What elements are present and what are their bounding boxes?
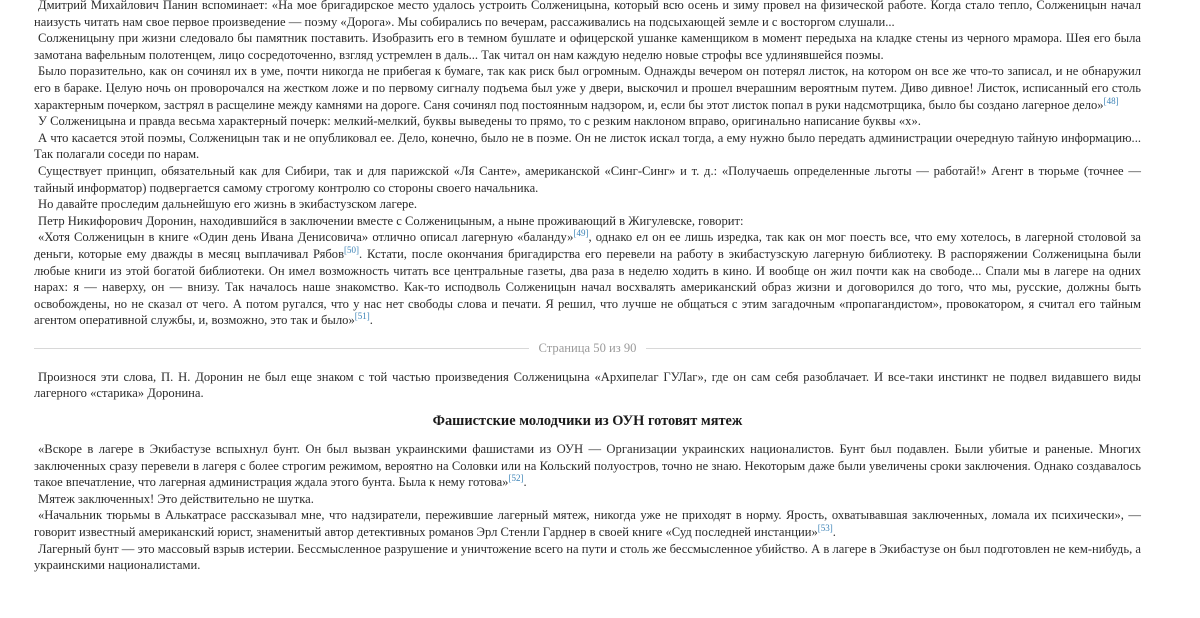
paragraph-text: Мятеж заключенных! Это действительно не шутка.: [38, 491, 314, 506]
paragraph-handwriting: [34, 113, 1141, 130]
quote-text: , однако ел он ее лишь изредка, так как он мог поесть все, что ему хотелось, в лагерной столовой за деньги, которые ему дважды в месяц выплачивал Рябов: [34, 230, 1141, 261]
quote-text: «Хотя Солженицын в книге «Один день Ивана Денисовича» отлично описал лагерную «баланду»: [38, 230, 574, 245]
paragraph-text: А что касается этой поэмы, Солженицын так и не опубликовал ее. Дело, конечно, было не в поэме. Он не листок искал тогда, а ему нужно было передать администрации очередную тайную информацию... Так полагали соседи по нарам.: [34, 130, 1141, 162]
footnote-link-53[interactable]: [53]: [817, 522, 833, 533]
paragraph-text: Петр Никифорович Доронин, находившийся в заключении вместе с Солженицыным, а ныне проживающий в Жигулевске, говорит:: [38, 213, 744, 228]
paragraph-panin: [34, 0, 1141, 30]
paragraph-lost-sheet: [34, 63, 1141, 113]
paragraph-text: Дмитрий Михайлович Панин вспоминает: «На мое бригадирское место удалось устроить Солженицына, который всю осень и зиму провел на физической работе. Когда стало тепло, Солженицын начал наизусть читать нам свое первое произведение — поэму «Дорога». Мы собирались по вечерам, рассаживались на подсыхающей земле и с восторгом слушали...: [34, 0, 1141, 29]
divider-line-left: [34, 348, 529, 349]
paragraph-text: «Начальник тюрьмы в Алькатрасе рассказывал мне, что надзиратели, пережившие лагерный мятеж, никогда уже не приходят в норму. Ярость, охватывавшая заключенных, ломала их психически», — говорит известный американский юрист, знаменитый автор детективных романов Эрл Стенли Гарднер в своей книге «Суд последней инстанции»: [34, 508, 1141, 540]
paragraph-poem: [34, 130, 1141, 163]
paragraph-text: .: [523, 475, 527, 490]
paragraph-text: Солженицыну при жизни следовало бы памятник поставить. Изобразить его в темном бушлате и офицерской ушанке каменщиком в момент передыха на кладке стены из черного мрамора. Шея его была замотана вафельным полотенцем, лицо сосредоточенно, взгляд устремлен в даль... Так читал он нам каждую неделю новые строфы все удлинявшейся поэмы.: [34, 31, 1141, 62]
section-title: Фашистские молодчики из ОУН готовят мятеж: [432, 413, 743, 430]
document-page: [34, 0, 1141, 574]
paragraph-monument: [34, 30, 1141, 63]
paragraph-doronin-intro: [34, 213, 1141, 230]
paragraph-text: У Солженицына и правда весьма характерный почерк: мелкий-мелкий, буквы выведены то прямо, то с резким наклоном вправо, оригинально написание буквы «х».: [38, 114, 921, 129]
footnote-link-48[interactable]: [48]: [1103, 95, 1119, 106]
paragraph-text: Было поразительно, как он сочинял их в уме, почти никогда не прибегая к бумаге, так как риск был огромным. Однажды вечером он потерял листок, на котором он все же что-то записал, и не обнаружил его в бараке. Целую ночь он проворочался на жестком ложе и по первому сигналу подъема был уже у двери, выскочил и прошел вчерашним вероятным путем. Диво дивное! Листок, исписанный его столь характерным почерком, застрял в расщелине между камнями на дороге. Саня сочинял под постоянным надзором, и, если бы этот листок попал в руки надсмотрщика, было бы создано лагерное дело»: [34, 64, 1141, 112]
paragraph-hysteria: [34, 541, 1141, 574]
paragraph-principle: [34, 163, 1141, 196]
divider-line-right: [646, 348, 1141, 349]
footnote-link-50[interactable]: [50]: [344, 244, 360, 255]
paragraph-text: «Вскоре в лагере в Экибастузе вспыхнул бунт. Он был вызван украинскими фашистами из ОУН — Организации украинских националистов. Бунт был подавлен. Были убитые и раненые. Многих заключенных сразу перевели в лагеря с более строгим режимом, вероятно на Соловки или на Кольский полуостров, точно не знаю. Некоторым даже были увеличены сроки заключения. Однако создавалось такое впечатление, что лагерная администрация ждала этого бунта. Была к нему готова»: [34, 442, 1141, 490]
paragraph-text: Но давайте проследим дальнейшую его жизнь в экибастузском лагере.: [38, 197, 418, 212]
spacer: [34, 430, 1141, 441]
page-indicator: Страница 50 из 90: [538, 341, 637, 356]
paragraph-text: Существует принцип, обязательный как для Сибири, так и для парижской «Ля Санте», американской «Синг-Синг» и т. д.: «Получаешь определенные льготы — работай!» Агент в тюрьме (точнее — тайный информатор) подвергается самому строгому контролю со стороны своего начальника.: [34, 163, 1141, 195]
quote-text: . Кстати, после окончания бригадирства его перевели на работу в экибастузскую лагерную библиотеку. В распоряжении Солженицына были любые книги из этой богатой библиотеки. Он имел возможность читать все центральные газеты, два раза в неделю ходить в кино. И вообще он жил почти как на свободе... Спали мы в лагере на одних нарах: я — наверху, он — внизу. Так началось наше знакомство. Как-то исподволь Солженицын начал восхвалять американский образ жизни и договорился до того, что мы, русские, должны быть освобождены, но не сказал от чего. А потом ругался, что у нас нет свободы слова и печати. Я решил, что лучше не общаться с этим загадочным «пропагандистом», провокатором, я считал его тайным агентом оперативной службы, и, возможно, это так и было»: [34, 246, 1141, 328]
footnote-link-51[interactable]: [51]: [354, 311, 370, 322]
footnote-link-49[interactable]: [49]: [573, 228, 589, 239]
paragraph-alcatraz: [34, 507, 1141, 540]
quote-text: .: [369, 313, 373, 328]
paragraph-text: Произнося эти слова, П. Н. Доронин не был еще знаком с той частью произведения Солженицына «Архипелаг ГУЛаг», где он сам себя разоблачает. И все-таки инстинкт не подвел видавшего виды лагерного «старика» Доронина.: [34, 369, 1141, 401]
paragraph-after-divider: [34, 369, 1141, 402]
footnote-link-52[interactable]: [52]: [508, 473, 524, 484]
spacer: [34, 402, 1141, 412]
paragraph-riot: [34, 441, 1141, 491]
paragraph-follow: [34, 196, 1141, 213]
paragraph-text: Лагерный бунт — это массовый взрыв истерии. Бессмысленное разрушение и уничтожение всего на пути и столь же бессмысленное убийство. А в лагере в Экибастузе он был подготовлен не кем-нибудь, а украинскими националистами.: [34, 541, 1141, 573]
paragraph-text: .: [832, 525, 836, 540]
paragraph-not-joke: [34, 491, 1141, 508]
paragraph-doronin-quote: [34, 229, 1141, 329]
page-divider: [34, 341, 1141, 357]
